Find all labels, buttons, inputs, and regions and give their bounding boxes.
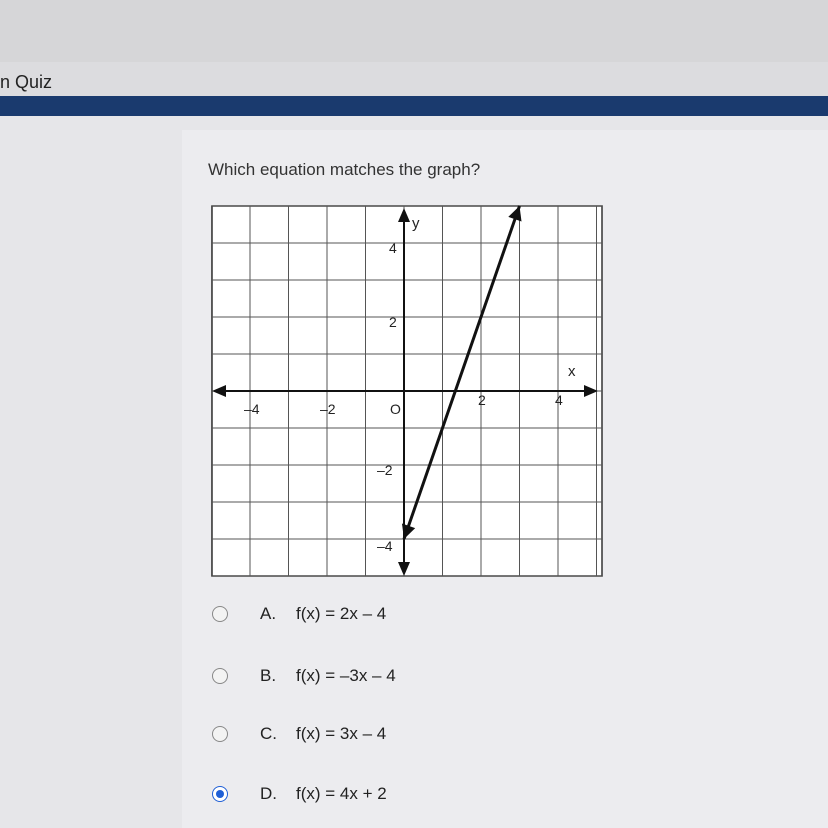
y-tick-label: –2 xyxy=(377,462,393,478)
choice-letter: B. xyxy=(260,666,277,685)
x-axis-label: x xyxy=(568,363,576,380)
choice-b[interactable] xyxy=(210,662,510,692)
radio-button[interactable] xyxy=(212,668,228,684)
radio-button[interactable] xyxy=(212,786,228,802)
quiz-title: n Quiz xyxy=(0,72,53,92)
choice-text: f(x) = 2x – 4 xyxy=(296,604,387,623)
choice-letter: A. xyxy=(260,604,277,623)
x-tick-label: –2 xyxy=(320,401,336,417)
choice-text: f(x) = 3x – 4 xyxy=(296,724,387,743)
choice-c[interactable] xyxy=(210,720,510,750)
choice-d[interactable] xyxy=(210,780,510,810)
origin-label: O xyxy=(390,401,401,417)
x-tick-label: 4 xyxy=(555,392,563,408)
x-tick-label: –4 xyxy=(244,401,260,417)
choice-a[interactable] xyxy=(210,600,510,630)
choice-text: f(x) = 4x + 2 xyxy=(296,784,387,803)
y-tick-label: 4 xyxy=(389,240,397,256)
y-tick-label: –4 xyxy=(377,538,393,554)
y-tick-label: 2 xyxy=(389,314,397,330)
x-tick-label: 2 xyxy=(478,392,486,408)
choice-letter: D. xyxy=(260,784,277,803)
radio-button[interactable] xyxy=(212,726,228,742)
question-text: Which equation matches the graph? xyxy=(208,160,481,179)
choice-text: f(x) = –3x – 4 xyxy=(296,666,396,685)
choice-letter: C. xyxy=(260,724,277,743)
radio-button[interactable] xyxy=(212,606,228,622)
y-axis-label: y xyxy=(412,215,420,232)
